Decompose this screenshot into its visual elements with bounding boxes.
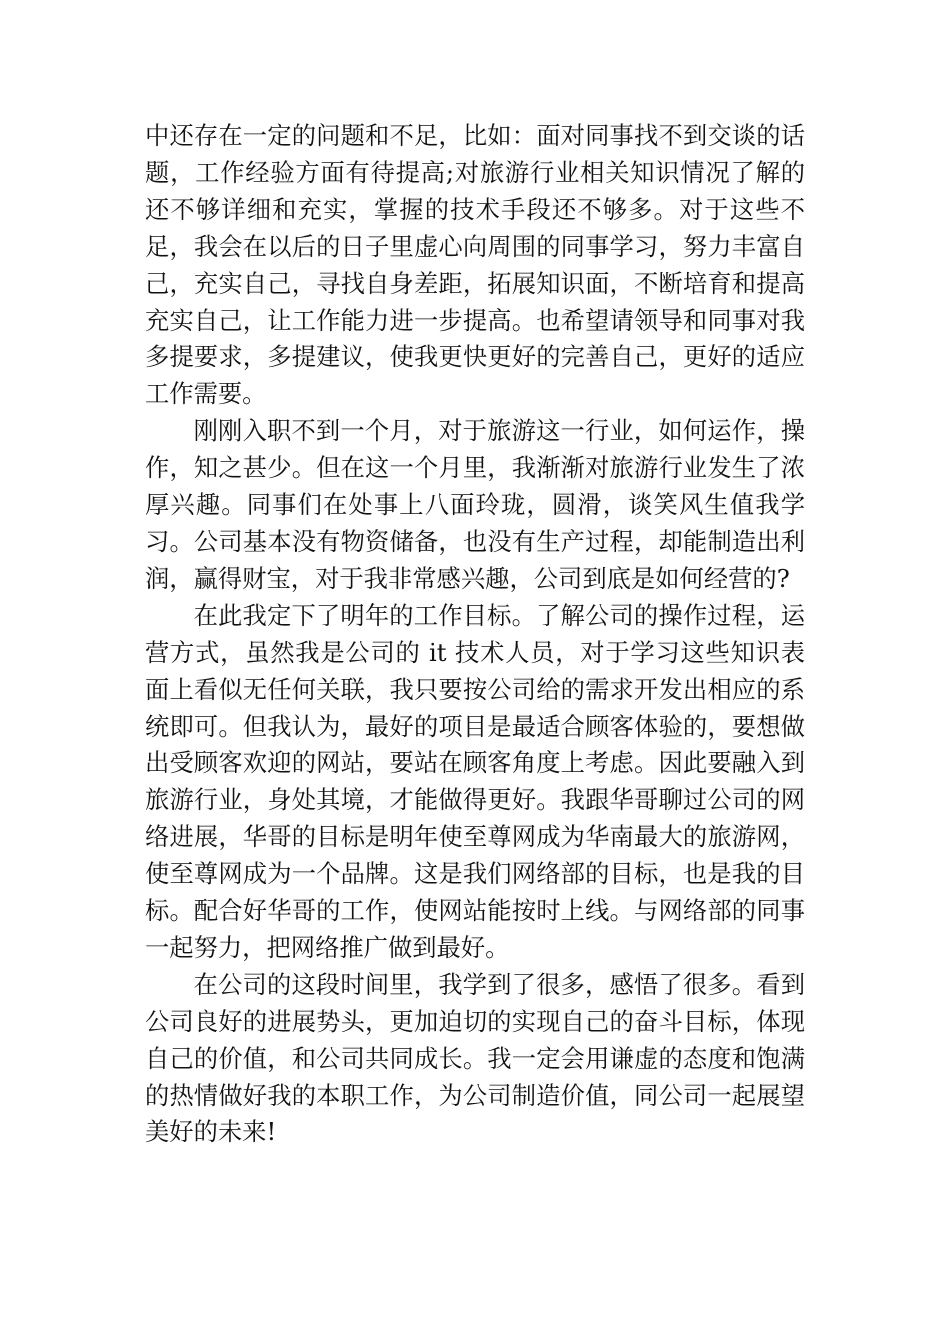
paragraph-new-job: 刚刚入职不到一个月，对于旅游这一行业，如何运作，操作，知之甚少。但在这一个月里，我渐渐对旅游行业发生了浓厚兴趣。同事们在处事上八面玲珑，圆滑，谈笑风生值我学习。公司基本没有物资储备，也没有生产过程，却能制造出利润，赢得财宝，对于我非常感兴趣，公司到底是如何经营的? [145,416,805,593]
paragraph-closing: 在公司的这段时间里，我学到了很多，感悟了很多。看到公司良好的进展势头，更加迫切的实现自己的奋斗目标，体现自己的价值，和公司共同成长。我一定会用谦虚的态度和饱满的热情做好我的本职工作，为公司制造价值，同公司一起展望美好的未来! [145,969,805,1147]
paragraph-continuation: 中还存在一定的问题和不足，比如：面对同事找不到交谈的话题，工作经验方面有待提高;对旅游行业相关知识情况了解的还不够详细和充实，掌握的技术手段还不够多。对于这些不足，我会在以后的日子里虚心向周围的同事学习，努力丰富自己，充实自己，寻找自身差距，拓展知识面，不断培育和提高充实自己，让工作能力进一步提高。也希望请领导和同事对我多提要求，多提建议，使我更快更好的完善自己，更好的适应工作需要。 [145,121,805,409]
paragraph-goals: 在此我定下了明年的工作目标。了解公司的操作过程，运营方式，虽然我是公司的 it 技术人员，对于学习这些知识表面上看似无任何关联，我只要按公司给的需求开发出相应的系统即可。但我认为，最好的项目是最适合顾客体验的，要想做出受顾客欢迎的网站，要站在顾客角度上考虑。因此要融入到旅游行业，身处其境，才能做得更好。我跟华哥聊过公司的网络进展，华哥的目标是明年使至尊网成为华南最大的旅游网，使至尊网成为一个品牌。这是我们网络部的目标，也是我的目标。配合好华哥的工作，使网站能按时上线。与网络部的同事一起努力，把网络推广做到最好。 [145,600,805,962]
document-body [145,118,805,1151]
